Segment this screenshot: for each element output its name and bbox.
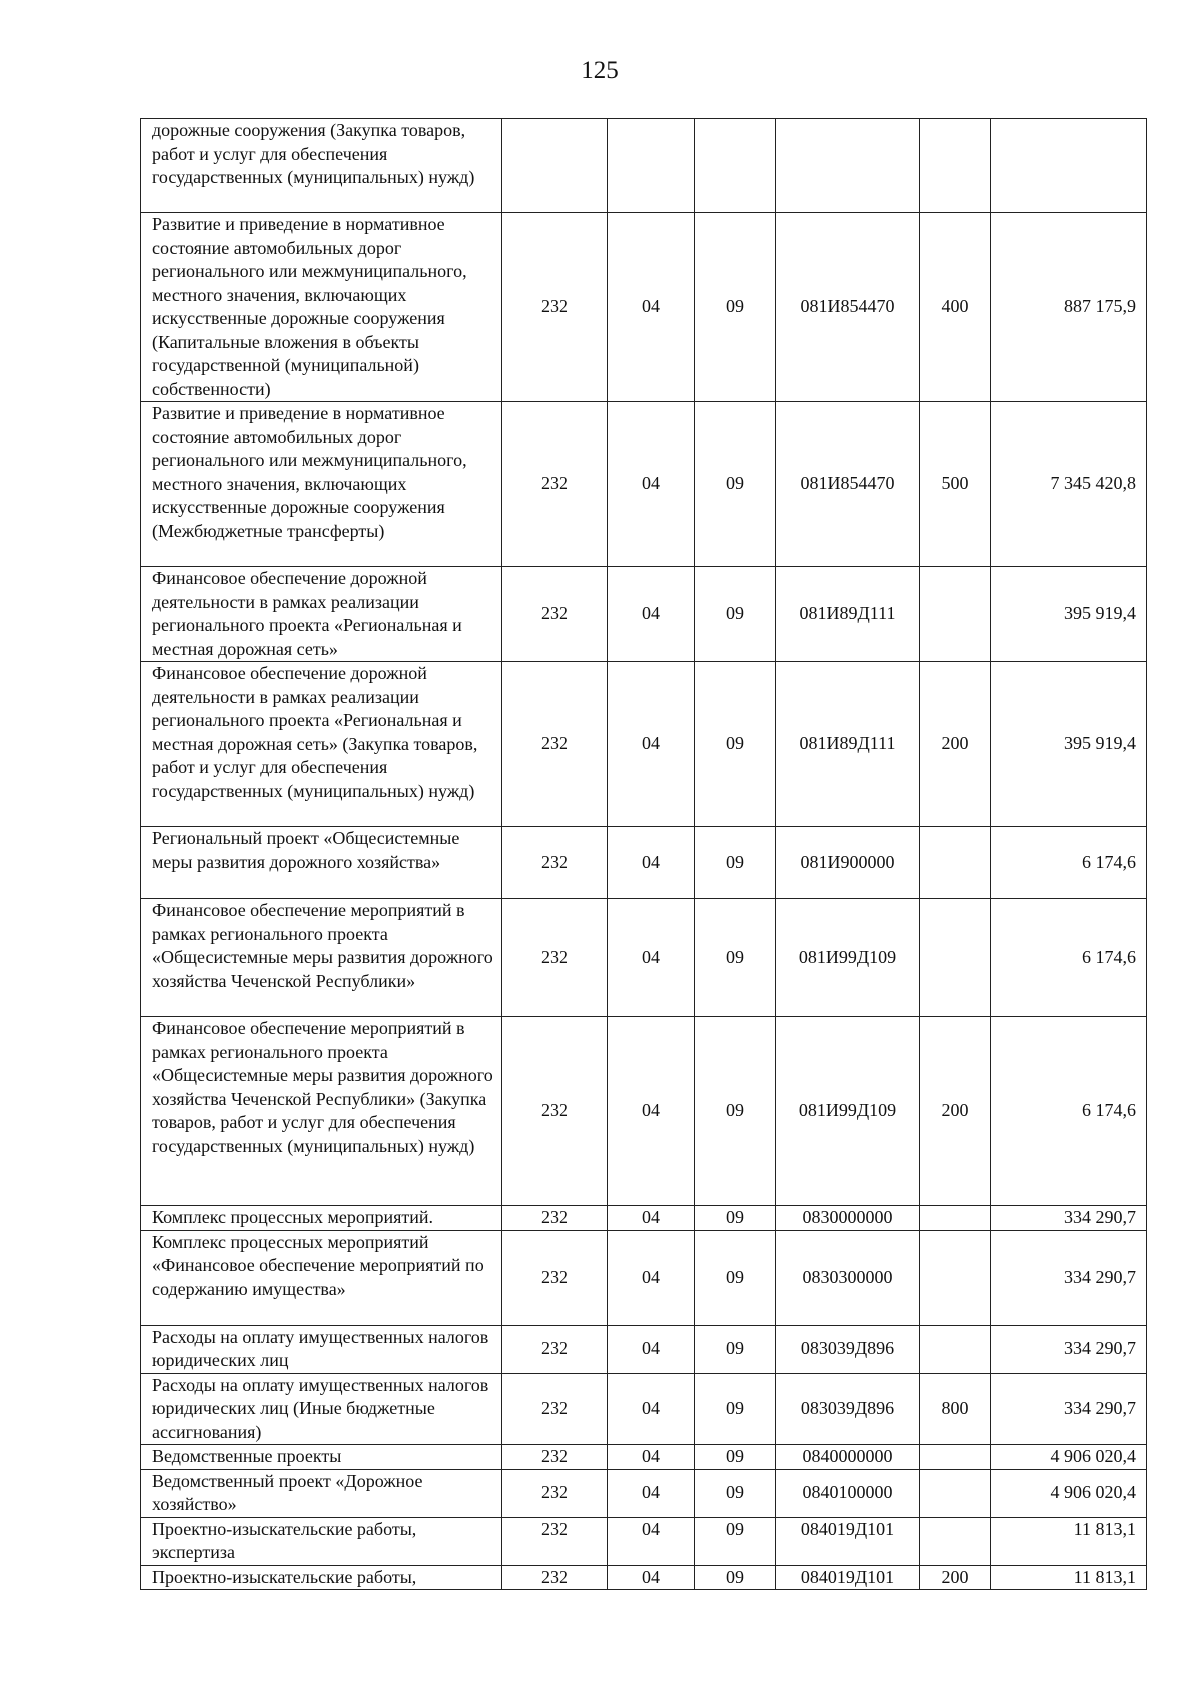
table-row	[141, 1230, 1147, 1325]
target-article-cell: 0840000000	[776, 1445, 920, 1470]
section-cell: 04	[608, 1206, 695, 1231]
subsection-cell: 09	[695, 402, 776, 567]
row-name-cell: Развитие и приведение в нормативное состояние автомобильных дорог регионального или межмуниципального, местного значения, включающих искусственные дорожные сооружения (Капитальные вложения в объекты государственной (муниципальной) собственности)	[141, 213, 502, 402]
expense-type-cell: 500	[920, 402, 991, 567]
table-row	[141, 827, 1147, 899]
row-name-cell: Проектно-изыскательские работы, экспертиза	[141, 1517, 502, 1565]
table-row	[141, 1517, 1147, 1565]
amount-cell: 334 290,7	[991, 1230, 1147, 1325]
target-article-cell: 081И89Д111	[776, 567, 920, 662]
expense-type-cell: 200	[920, 662, 991, 827]
table-row	[141, 119, 1147, 213]
grbs-cell: 232	[502, 1517, 608, 1565]
grbs-cell: 232	[502, 567, 608, 662]
row-name-cell: Финансовое обеспечение дорожной деятельности в рамках реализации регионального проекта «Региональная и местная дорожная сеть»	[141, 567, 502, 662]
expense-type-cell	[920, 1230, 991, 1325]
target-article-cell: 081И854470	[776, 213, 920, 402]
section-cell: 04	[608, 402, 695, 567]
subsection-cell: 09	[695, 662, 776, 827]
section-cell: 04	[608, 1230, 695, 1325]
amount-cell: 334 290,7	[991, 1373, 1147, 1445]
amount-cell: 4 906 020,4	[991, 1445, 1147, 1470]
amount-cell: 11 813,1	[991, 1565, 1147, 1590]
expense-type-cell	[920, 1517, 991, 1565]
row-name-cell: Финансовое обеспечение мероприятий в рамках регионального проекта «Общесистемные меры развития дорожного хозяйства Чеченской Республики»	[141, 899, 502, 1017]
subsection-cell: 09	[695, 1206, 776, 1231]
row-name-cell: Финансовое обеспечение дорожной деятельности в рамках реализации регионального проекта «Региональная и местная дорожная сеть» (Закупка товаров, работ и услуг для обеспечения государственных (муниципальных) нужд)	[141, 662, 502, 827]
subsection-cell: 09	[695, 899, 776, 1017]
table-row	[141, 1325, 1147, 1373]
target-article-cell: 083039Д896	[776, 1373, 920, 1445]
row-name-cell: Ведомственные проекты	[141, 1445, 502, 1470]
target-article-cell: 081И900000	[776, 827, 920, 899]
target-article-cell: 081И99Д109	[776, 899, 920, 1017]
grbs-cell: 232	[502, 899, 608, 1017]
table-row	[141, 899, 1147, 1017]
section-cell: 04	[608, 899, 695, 1017]
target-article-cell: 083039Д896	[776, 1325, 920, 1373]
section-cell: 04	[608, 827, 695, 899]
table-row	[141, 1565, 1147, 1590]
amount-cell: 395 919,4	[991, 567, 1147, 662]
target-article-cell: 0830000000	[776, 1206, 920, 1231]
amount-cell: 4 906 020,4	[991, 1469, 1147, 1517]
amount-cell: 7 345 420,8	[991, 402, 1147, 567]
section-cell: 04	[608, 1017, 695, 1206]
grbs-cell: 232	[502, 1325, 608, 1373]
expense-type-cell: 800	[920, 1373, 991, 1445]
section-cell: 04	[608, 567, 695, 662]
grbs-cell: 232	[502, 1469, 608, 1517]
subsection-cell: 09	[695, 1325, 776, 1373]
subsection-cell: 09	[695, 1517, 776, 1565]
table-row	[141, 402, 1147, 567]
amount-cell	[991, 119, 1147, 213]
grbs-cell: 232	[502, 662, 608, 827]
amount-cell: 6 174,6	[991, 899, 1147, 1017]
target-article-cell	[776, 119, 920, 213]
target-article-cell: 081И99Д109	[776, 1017, 920, 1206]
subsection-cell: 09	[695, 1373, 776, 1445]
row-name-cell: Проектно-изыскательские работы,	[141, 1565, 502, 1590]
section-cell: 04	[608, 1373, 695, 1445]
table-row	[141, 662, 1147, 827]
row-name-cell: Комплекс процессных мероприятий.	[141, 1206, 502, 1231]
amount-cell: 395 919,4	[991, 662, 1147, 827]
page-number: 125	[581, 57, 619, 84]
row-name-cell: Комплекс процессных мероприятий «Финансовое обеспечение мероприятий по содержанию имущества»	[141, 1230, 502, 1325]
subsection-cell	[695, 119, 776, 213]
subsection-cell: 09	[695, 1445, 776, 1470]
expense-type-cell	[920, 1325, 991, 1373]
subsection-cell: 09	[695, 1230, 776, 1325]
expense-type-cell	[920, 1469, 991, 1517]
amount-cell: 887 175,9	[991, 213, 1147, 402]
table-row	[141, 1469, 1147, 1517]
expense-type-cell: 200	[920, 1017, 991, 1206]
table-row	[141, 213, 1147, 402]
grbs-cell: 232	[502, 827, 608, 899]
grbs-cell: 232	[502, 1565, 608, 1590]
table-row	[141, 1017, 1147, 1206]
table-row	[141, 1206, 1147, 1231]
grbs-cell	[502, 119, 608, 213]
subsection-cell: 09	[695, 1565, 776, 1590]
section-cell: 04	[608, 1445, 695, 1470]
target-article-cell: 081И854470	[776, 402, 920, 567]
expense-type-cell: 200	[920, 1565, 991, 1590]
expense-type-cell	[920, 827, 991, 899]
subsection-cell: 09	[695, 1469, 776, 1517]
expense-type-cell	[920, 567, 991, 662]
grbs-cell: 232	[502, 1373, 608, 1445]
target-article-cell: 0830300000	[776, 1230, 920, 1325]
table-row	[141, 567, 1147, 662]
row-name-cell: дорожные сооружения (Закупка товаров, работ и услуг для обеспечения государственных (муниципальных) нужд)	[141, 119, 502, 213]
row-name-cell: Ведомственный проект «Дорожное хозяйство»	[141, 1469, 502, 1517]
expense-type-cell: 400	[920, 213, 991, 402]
row-name-cell: Развитие и приведение в нормативное состояние автомобильных дорог регионального или межмуниципального, местного значения, включающих искусственные дорожные сооружения (Межбюджетные трансферты)	[141, 402, 502, 567]
section-cell: 04	[608, 1469, 695, 1517]
table-row	[141, 1373, 1147, 1445]
row-name-cell: Расходы на оплату имущественных налогов юридических лиц (Иные бюджетные ассигнования)	[141, 1373, 502, 1445]
section-cell	[608, 119, 695, 213]
amount-cell: 334 290,7	[991, 1206, 1147, 1231]
target-article-cell: 081И89Д111	[776, 662, 920, 827]
budget-table	[140, 118, 1147, 1590]
amount-cell: 6 174,6	[991, 1017, 1147, 1206]
row-name-cell: Расходы на оплату имущественных налогов юридических лиц	[141, 1325, 502, 1373]
target-article-cell: 084019Д101	[776, 1517, 920, 1565]
grbs-cell: 232	[502, 213, 608, 402]
budget-table-body	[141, 119, 1147, 1590]
amount-cell: 6 174,6	[991, 827, 1147, 899]
row-name-cell: Региональный проект «Общесистемные меры развития дорожного хозяйства»	[141, 827, 502, 899]
section-cell: 04	[608, 1325, 695, 1373]
subsection-cell: 09	[695, 1017, 776, 1206]
grbs-cell: 232	[502, 402, 608, 567]
subsection-cell: 09	[695, 827, 776, 899]
section-cell: 04	[608, 1517, 695, 1565]
subsection-cell: 09	[695, 213, 776, 402]
target-article-cell: 0840100000	[776, 1469, 920, 1517]
section-cell: 04	[608, 662, 695, 827]
grbs-cell: 232	[502, 1206, 608, 1231]
table-row	[141, 1445, 1147, 1470]
amount-cell: 334 290,7	[991, 1325, 1147, 1373]
row-name-cell: Финансовое обеспечение мероприятий в рамках регионального проекта «Общесистемные меры развития дорожного хозяйства Чеченской Республики» (Закупка товаров, работ и услуг для обеспечения государственных (муниципальных) нужд)	[141, 1017, 502, 1206]
expense-type-cell	[920, 1206, 991, 1231]
amount-cell: 11 813,1	[991, 1517, 1147, 1565]
grbs-cell: 232	[502, 1017, 608, 1206]
section-cell: 04	[608, 1565, 695, 1590]
expense-type-cell	[920, 899, 991, 1017]
expense-type-cell	[920, 119, 991, 213]
grbs-cell: 232	[502, 1445, 608, 1470]
grbs-cell: 232	[502, 1230, 608, 1325]
target-article-cell: 084019Д101	[776, 1565, 920, 1590]
subsection-cell: 09	[695, 567, 776, 662]
expense-type-cell	[920, 1445, 991, 1470]
section-cell: 04	[608, 213, 695, 402]
